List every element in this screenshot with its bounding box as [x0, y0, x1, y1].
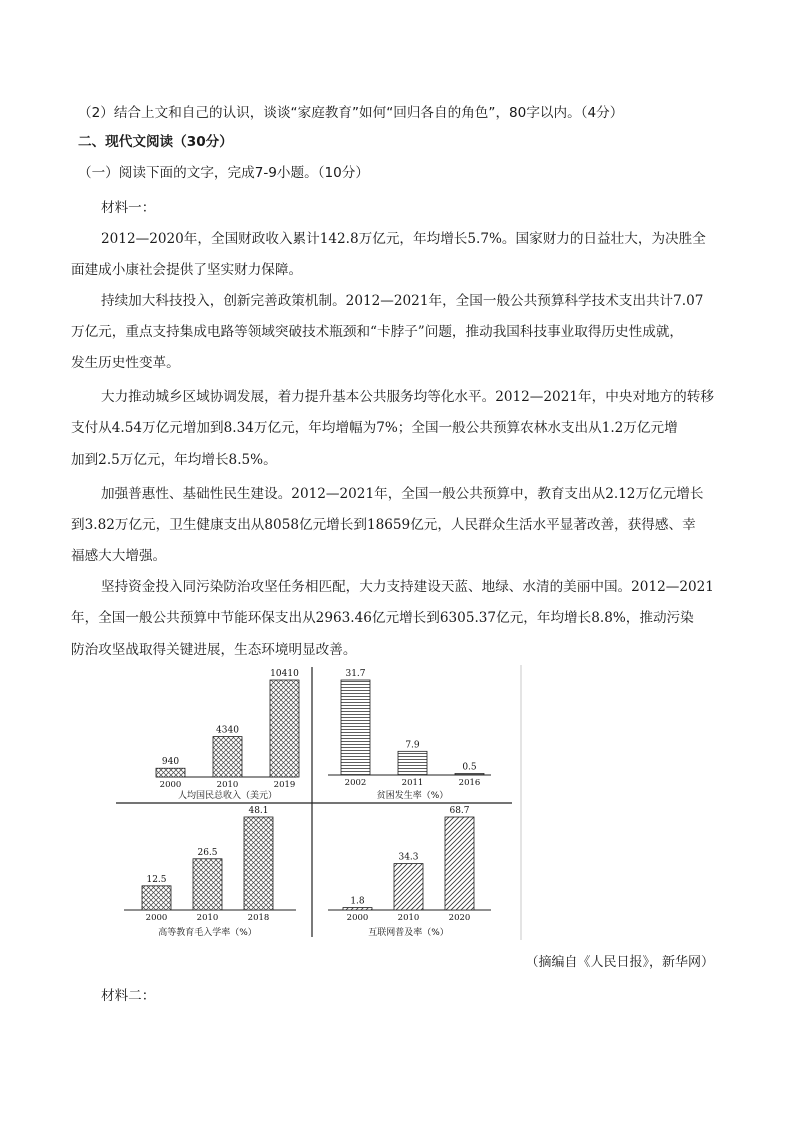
bar-chart-grid — [116, 665, 526, 943]
material2-label: 材料二： — [101, 988, 156, 1004]
chart-2-tick-label: 2002 — [344, 778, 367, 788]
para5-line2: 年，全国一般公共预算中节能环保支出从2963.46亿元增长到6305.37亿元，年均增长8.8%，推动污染 — [71, 610, 694, 626]
chart-2-tick-label: 2011 — [401, 778, 424, 788]
chart-4-title: 互联网普及率（%） — [368, 928, 449, 938]
chart-4-value-label: 34.3 — [398, 852, 419, 863]
statistics-figure — [116, 665, 526, 943]
chart-4-value-label: 1.8 — [350, 896, 365, 907]
para3-line3: 加到2.5万亿元，年均增长8.5%。 — [71, 452, 277, 468]
chart-2-value-label: 7.9 — [405, 740, 420, 751]
chart-3-title: 高等教育毛入学率（%） — [158, 928, 257, 938]
para3-line2: 支付从4.54万亿元增加到8.34万亿元，年均增幅为7%；全国一般公共预算农林水支出从1.2万亿元增 — [71, 420, 678, 436]
chart-1-title: 人均国民总收入（美元） — [177, 791, 278, 801]
para4-line3: 福感大大增强。 — [71, 548, 167, 564]
question-2: （2）结合上文和自己的认识，谈谈“家庭教育”如何“回归各自的角色”，80字以内。（4分） — [78, 105, 624, 121]
chart-3-tick-label: 2018 — [247, 913, 270, 923]
section-heading: 二、现代文阅读（30分） — [78, 134, 233, 150]
para2-line2: 万亿元，重点支持集成电路等领域突破技术瓶颈和“卡脖子”问题，推动我国科技事业取得历史性成就， — [71, 324, 684, 340]
chart-4-bar — [343, 908, 372, 910]
para3-line1: 大力推动城乡区域协调发展，着力提升基本公共服务均等化水平。2012—2021年，中央对地方的转移 — [101, 389, 714, 405]
chart-3-value-label: 26.5 — [197, 847, 218, 858]
chart-2-bar — [341, 680, 370, 775]
chart-1-bar — [156, 768, 185, 777]
chart-4-bar — [394, 864, 423, 910]
chart-1-bar — [213, 737, 242, 777]
source-citation: （摘编自《人民日报》，新华网） — [525, 955, 714, 970]
chart-2-value-label: 0.5 — [462, 762, 477, 773]
chart-2-value-label: 31.7 — [345, 669, 366, 679]
chart-1-value-label: 10410 — [270, 669, 299, 679]
para4-line2: 到3.82万亿元，卫生健康支出从8058亿元增长到18659亿元，人民群众生活水平显著改善，获得感、幸 — [71, 517, 696, 533]
para1-line1: 2012—2020年，全国财政收入累计142.8万亿元，年均增长5.7%。国家财力的日益壮大，为决胜全 — [101, 231, 706, 247]
chart-2-bar — [455, 774, 484, 776]
chart-1-tick-label: 2010 — [216, 780, 239, 790]
chart-4-tick-label: 2010 — [397, 913, 420, 923]
para5-line3: 防治攻坚战取得关键进展，生态环境明显改善。 — [71, 642, 357, 658]
sub-heading: （一）阅读下面的文字，完成7-9小题。（10分） — [78, 165, 369, 181]
chart-1-value-label: 4340 — [216, 725, 239, 736]
chart-1-bar — [270, 680, 299, 777]
chart-3-bar — [193, 859, 222, 910]
chart-3-bar — [244, 817, 273, 910]
chart-4-tick-label: 2020 — [448, 913, 471, 923]
chart-2-tick-label: 2016 — [458, 778, 481, 788]
para4-line1: 加强普惠性、基础性民生建设。2012—2021年，全国一般公共预算中，教育支出从2.12万亿元增长 — [101, 486, 704, 502]
para5-line1: 坚持资金投入同污染防治攻坚任务相匹配，大力支持建设天蓝、地绿、水清的美丽中国。2012—2021 — [101, 579, 714, 595]
chart-3-tick-label: 2000 — [145, 913, 168, 923]
chart-3-tick-label: 2010 — [196, 913, 219, 923]
chart-1-value-label: 940 — [161, 757, 180, 768]
material1-label: 材料一： — [101, 200, 156, 216]
chart-2-title: 贫困发生率（%） — [376, 791, 449, 801]
chart-4-value-label: 68.7 — [449, 806, 470, 816]
para2-line1: 持续加大科技投入，创新完善政策机制。2012—2021年，全国一般公共预算科学技术支出共计7.07 — [101, 293, 704, 309]
para2-line3: 发生历史性变革。 — [71, 355, 180, 371]
chart-3-bar — [142, 886, 171, 910]
chart-4-tick-label: 2000 — [346, 913, 369, 923]
chart-4-bar — [445, 817, 474, 910]
para1-line2: 面建成小康社会提供了坚实财力保障。 — [71, 262, 303, 278]
chart-3-value-label: 48.1 — [248, 806, 269, 816]
chart-3-value-label: 12.5 — [146, 874, 167, 885]
chart-2-bar — [398, 751, 427, 775]
chart-1-tick-label: 2000 — [159, 780, 182, 790]
chart-1-tick-label: 2019 — [273, 780, 296, 790]
